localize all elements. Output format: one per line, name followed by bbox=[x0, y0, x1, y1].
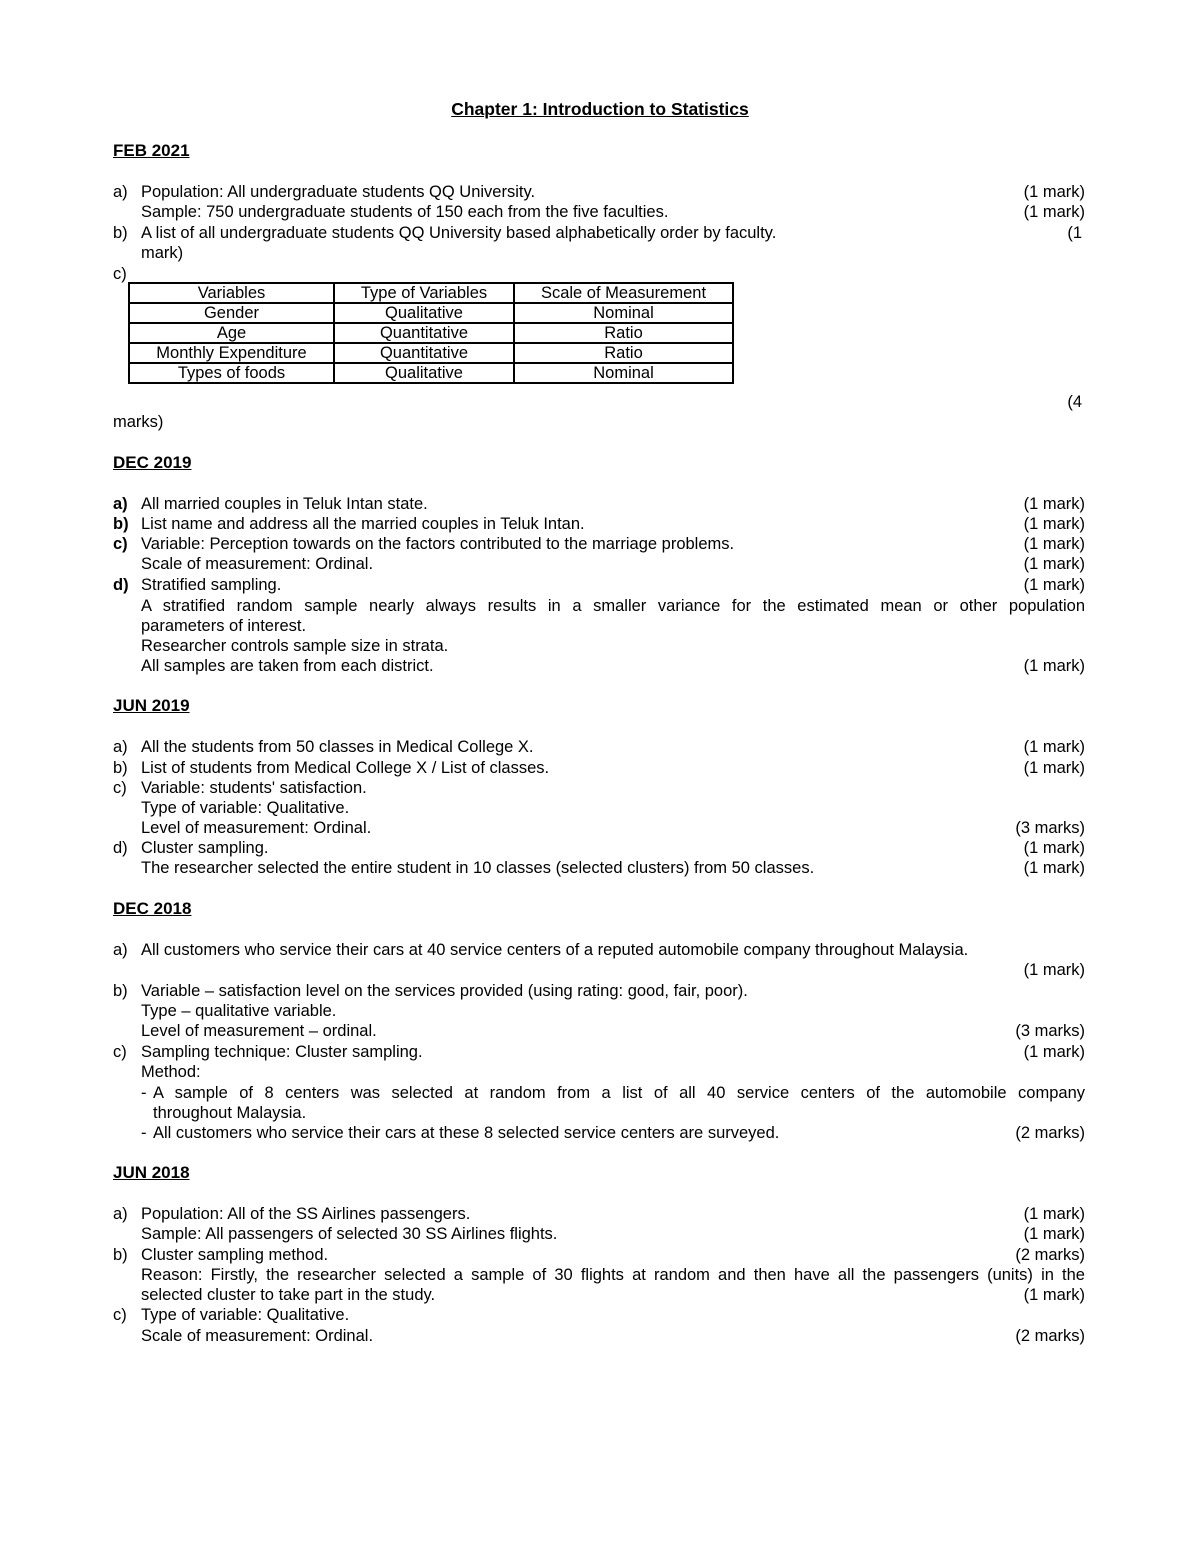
answer-text: A stratified random sample nearly always results in a smaller variance for the estimated mean or other population bbox=[141, 597, 1085, 615]
item-label: b) bbox=[113, 224, 128, 242]
table-cell: Gender bbox=[129, 303, 334, 323]
answer-line bbox=[113, 960, 1085, 980]
item-label: c) bbox=[113, 779, 127, 797]
answer-text: All married couples in Teluk Intan state. bbox=[141, 495, 428, 513]
answer-line bbox=[113, 616, 1085, 636]
table-header-cell: Variables bbox=[129, 283, 334, 303]
mark-label: (1 mark) bbox=[1023, 859, 1085, 877]
item-label: b) bbox=[113, 515, 129, 533]
table-row bbox=[129, 363, 733, 383]
answer-line bbox=[113, 1123, 1085, 1143]
item-label: a) bbox=[113, 495, 128, 513]
item-label: d) bbox=[113, 839, 128, 857]
table-cell: Age bbox=[129, 323, 334, 343]
answer-line bbox=[113, 202, 1085, 222]
section-heading-jun-2018: JUN 2018 bbox=[113, 1163, 190, 1182]
answer-line bbox=[113, 737, 1085, 757]
answer-text: Type – qualitative variable. bbox=[141, 1002, 337, 1020]
answer-text: All samples are taken from each district. bbox=[141, 657, 434, 675]
answer-text: Variable – satisfaction level on the services provided (using rating: good, fair, poor). bbox=[141, 982, 748, 1000]
item-label: b) bbox=[113, 1246, 128, 1264]
section-heading-jun-2019: JUN 2019 bbox=[113, 696, 190, 715]
table-cell: Types of foods bbox=[129, 363, 334, 383]
mark-label: mark) bbox=[141, 244, 184, 262]
answer-text: Level of measurement: Ordinal. bbox=[141, 819, 372, 837]
answer-text: Population: All of the SS Airlines passengers. bbox=[141, 1205, 471, 1223]
item-label: c) bbox=[113, 265, 127, 283]
answer-line bbox=[113, 838, 1085, 858]
section-heading-dec-2019: DEC 2019 bbox=[113, 453, 192, 472]
answer-text: Stratified sampling. bbox=[141, 576, 282, 594]
mark-label: (2 marks) bbox=[1015, 1327, 1085, 1345]
mark-label: (1 mark) bbox=[1023, 961, 1085, 979]
answer-text: Variable: Perception towards on the factors contributed to the marriage problems. bbox=[141, 535, 735, 553]
answer-text: Type of variable: Qualitative. bbox=[141, 1306, 350, 1324]
answer-text: List name and address all the married couples in Teluk Intan. bbox=[141, 515, 585, 533]
answer-line bbox=[113, 1062, 1085, 1082]
mark-label: (1 mark) bbox=[1023, 1043, 1085, 1061]
answer-line bbox=[113, 1305, 1085, 1325]
answer-text: Cluster sampling method. bbox=[141, 1246, 329, 1264]
answer-line bbox=[113, 981, 1085, 1001]
table-cell: Nominal bbox=[514, 303, 733, 323]
answer-line bbox=[113, 940, 1085, 960]
answer-line bbox=[113, 1042, 1085, 1062]
answer-text: A sample of 8 centers was selected at random from a list of all 40 service centers of the automobile company bbox=[153, 1084, 1085, 1102]
table-cell: Qualitative bbox=[334, 363, 514, 383]
mark-label: (1 mark) bbox=[1023, 657, 1085, 675]
item-label: a) bbox=[113, 738, 128, 756]
answer-line bbox=[113, 1103, 1085, 1123]
answer-line bbox=[113, 636, 1085, 656]
answer-text: All customers who service their cars at these 8 selected service centers are surveyed. bbox=[153, 1124, 780, 1142]
mark-label: (2 marks) bbox=[1015, 1124, 1085, 1142]
mark-label: (1 bbox=[1067, 224, 1082, 242]
table-cell: Quantitative bbox=[334, 343, 514, 363]
table-row bbox=[129, 343, 733, 363]
item-label: a) bbox=[113, 1205, 128, 1223]
mark-label: (1 mark) bbox=[1023, 183, 1085, 201]
mark-label: (1 mark) bbox=[1023, 839, 1085, 857]
section-heading-dec-2018: DEC 2018 bbox=[113, 899, 192, 918]
answer-text: Reason: Firstly, the researcher selected a sample of 30 flights at random and then have all the passengers (units) in the bbox=[141, 1266, 1085, 1284]
answer-text: Variable: students' satisfaction. bbox=[141, 779, 367, 797]
mark-label: (1 mark) bbox=[1023, 203, 1085, 221]
answer-text: Method: bbox=[141, 1063, 201, 1081]
answer-text: Researcher controls sample size in strata. bbox=[141, 637, 449, 655]
answer-text: All customers who service their cars at 40 service centers of a reputed automobile company throughout Malaysia. bbox=[141, 941, 969, 959]
answer-line bbox=[113, 554, 1085, 574]
mark-label: (4 bbox=[1067, 393, 1082, 411]
answer-line bbox=[113, 264, 1085, 284]
answer-line bbox=[113, 798, 1085, 818]
answer-line bbox=[113, 1224, 1085, 1244]
item-label: a) bbox=[113, 941, 128, 959]
section-heading-feb-2021: FEB 2021 bbox=[113, 141, 190, 160]
item-label: d) bbox=[113, 576, 129, 594]
table-cell: Quantitative bbox=[334, 323, 514, 343]
mark-label: (1 mark) bbox=[1023, 576, 1085, 594]
answer-text: Sample: All passengers of selected 30 SS Airlines flights. bbox=[141, 1225, 558, 1243]
answer-line bbox=[113, 818, 1085, 838]
answer-text: Sampling technique: Cluster sampling. bbox=[141, 1043, 423, 1061]
answer-line bbox=[113, 1265, 1085, 1285]
answer-line bbox=[113, 858, 1085, 878]
item-label: c) bbox=[113, 1043, 127, 1061]
answer-line bbox=[113, 1083, 1085, 1103]
mark-label: (1 mark) bbox=[1023, 555, 1085, 573]
answer-line bbox=[113, 182, 1085, 202]
answer-text: throughout Malaysia. bbox=[153, 1104, 307, 1122]
item-label: c) bbox=[113, 1306, 127, 1324]
bullet-dash: - bbox=[141, 1124, 147, 1142]
answer-line bbox=[113, 1204, 1085, 1224]
answer-line bbox=[113, 778, 1085, 798]
mark-label: (1 mark) bbox=[1023, 515, 1085, 533]
table-header-cell: Type of Variables bbox=[334, 283, 514, 303]
table-cell: Ratio bbox=[514, 343, 733, 363]
mark-label: (1 mark) bbox=[1023, 759, 1085, 777]
answer-text: All the students from 50 classes in Medical College X. bbox=[141, 738, 534, 756]
bullet-dash: - bbox=[141, 1084, 147, 1102]
table-header-row bbox=[129, 283, 733, 303]
answer-line bbox=[113, 1001, 1085, 1021]
answer-line bbox=[113, 1326, 1085, 1346]
mark-label: (3 marks) bbox=[1015, 819, 1085, 837]
answer-line bbox=[113, 412, 1085, 432]
mark-label: (1 mark) bbox=[1023, 535, 1085, 553]
answer-text: Cluster sampling. bbox=[141, 839, 269, 857]
answer-text: A list of all undergraduate students QQ University based alphabetically order by faculty. bbox=[141, 224, 777, 242]
item-label: a) bbox=[113, 183, 128, 201]
mark-label: (1 mark) bbox=[1023, 738, 1085, 756]
answer-line bbox=[113, 1285, 1085, 1305]
mark-label: (1 mark) bbox=[1023, 1286, 1085, 1304]
page-title: Chapter 1: Introduction to Statistics bbox=[451, 99, 749, 119]
mark-label: (3 marks) bbox=[1015, 1022, 1085, 1040]
answer-text: Type of variable: Qualitative. bbox=[141, 799, 350, 817]
answer-line bbox=[113, 243, 1085, 263]
mark-label: (2 marks) bbox=[1015, 1246, 1085, 1264]
item-label: b) bbox=[113, 759, 128, 777]
answer-line bbox=[113, 494, 1085, 514]
answer-line bbox=[113, 223, 1085, 243]
table-cell: Qualitative bbox=[334, 303, 514, 323]
item-label: c) bbox=[113, 535, 128, 553]
table-header-cell: Scale of Measurement bbox=[514, 283, 733, 303]
table-cell: Monthly Expenditure bbox=[129, 343, 334, 363]
answer-text: parameters of interest. bbox=[141, 617, 307, 635]
answer-text: Scale of measurement: Ordinal. bbox=[141, 555, 374, 573]
answer-line bbox=[113, 534, 1085, 554]
table-cell: Nominal bbox=[514, 363, 733, 383]
answer-line bbox=[113, 596, 1085, 616]
mark-label: (1 mark) bbox=[1023, 495, 1085, 513]
answer-text: List of students from Medical College X / List of classes. bbox=[141, 759, 550, 777]
mark-label: marks) bbox=[113, 413, 164, 431]
table-row bbox=[129, 303, 733, 323]
answer-text: The researcher selected the entire student in 10 classes (selected clusters) from 50 classes. bbox=[141, 859, 815, 877]
mark-label: (1 mark) bbox=[1023, 1225, 1085, 1243]
answer-line bbox=[113, 1245, 1085, 1265]
answer-text: selected cluster to take part in the study. bbox=[141, 1286, 436, 1304]
mark-label: (1 mark) bbox=[1023, 1205, 1085, 1223]
answer-text: Level of measurement – ordinal. bbox=[141, 1022, 377, 1040]
answer-line bbox=[113, 392, 1085, 412]
variables-table bbox=[128, 282, 734, 384]
answer-line bbox=[113, 575, 1085, 595]
item-label: b) bbox=[113, 982, 128, 1000]
answer-text: Scale of measurement: Ordinal. bbox=[141, 1327, 374, 1345]
table-row bbox=[129, 323, 733, 343]
table-cell: Ratio bbox=[514, 323, 733, 343]
answer-line bbox=[113, 1021, 1085, 1041]
answer-line bbox=[113, 758, 1085, 778]
answer-text: Population: All undergraduate students QQ University. bbox=[141, 183, 536, 201]
answer-line bbox=[113, 514, 1085, 534]
answer-line bbox=[113, 656, 1085, 676]
answer-text: Sample: 750 undergraduate students of 150 each from the five faculties. bbox=[141, 203, 669, 221]
